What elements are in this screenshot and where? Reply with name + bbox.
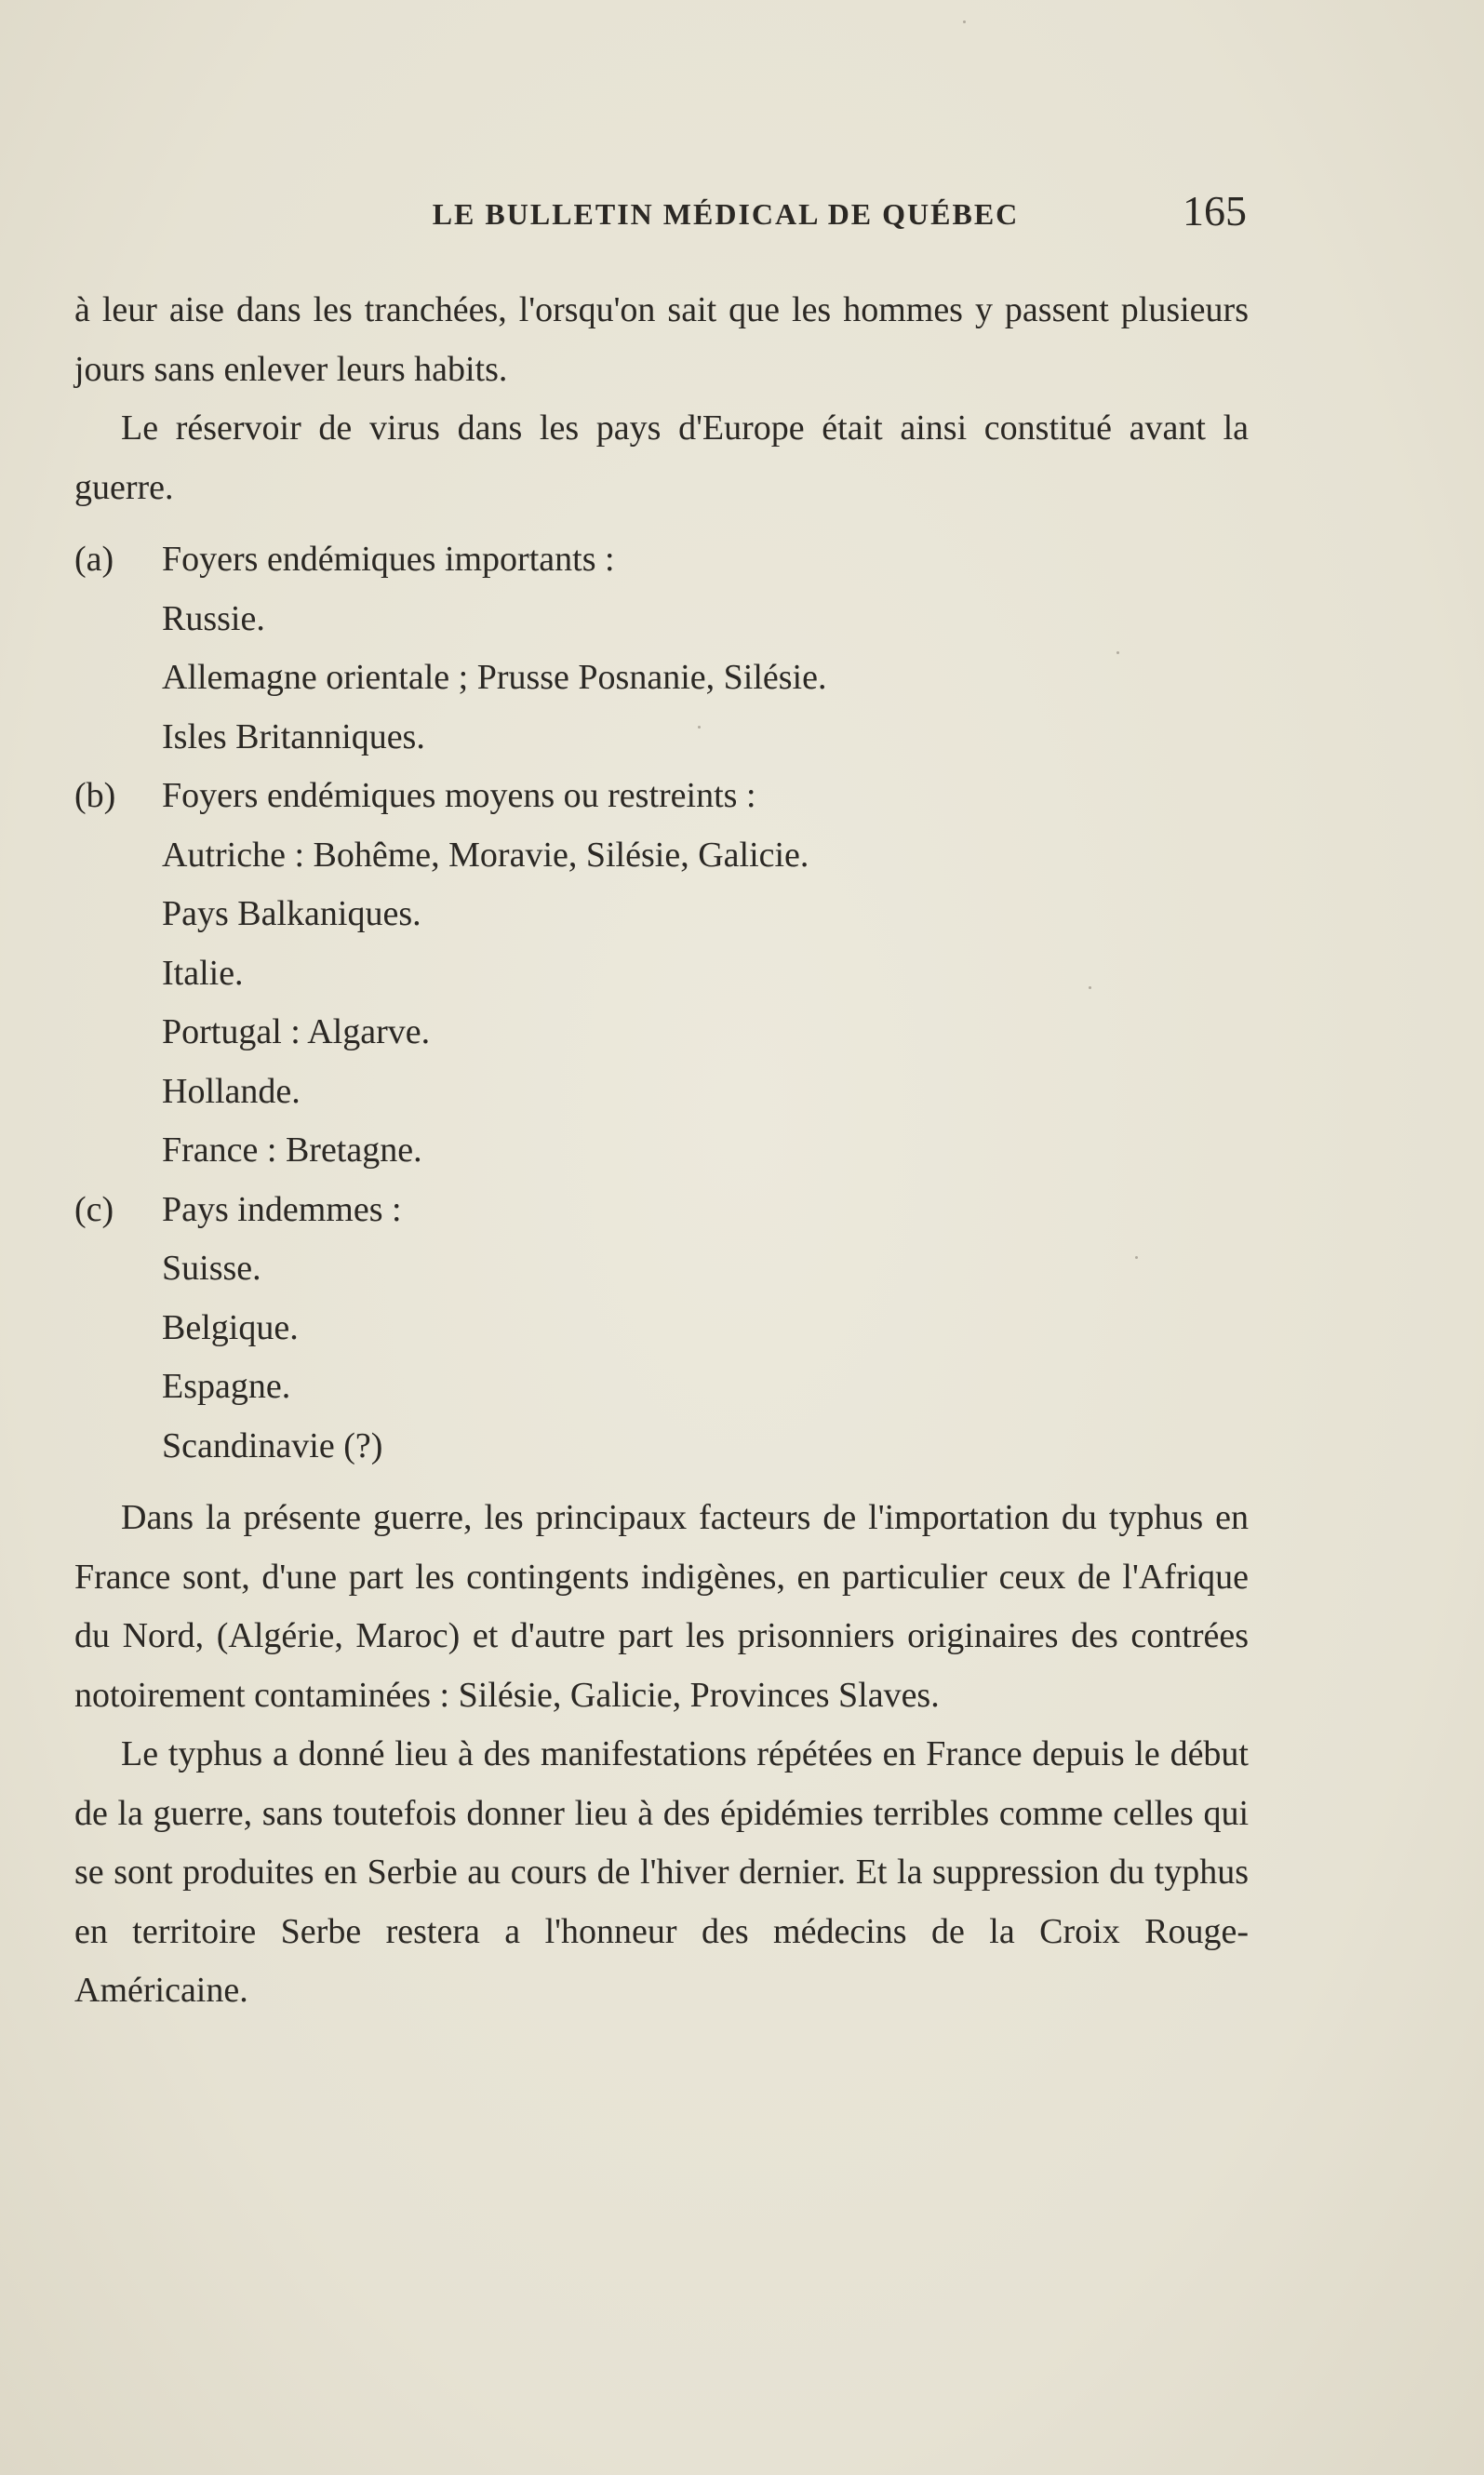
body-text xyxy=(74,281,1249,2021)
paper-speck xyxy=(1116,651,1119,654)
list-item: Espagne. xyxy=(162,1367,291,1406)
list-item: Scandinavie (?) xyxy=(162,1425,383,1465)
page-number: 165 xyxy=(1183,187,1247,234)
list-heading: Foyers endémiques importants : xyxy=(162,540,615,579)
list-item: Allemagne orientale ; Prusse Posnanie, Silésie. xyxy=(162,658,827,697)
list-item: Russie. xyxy=(162,598,265,638)
page-header xyxy=(74,186,1247,246)
list-item: Pays Balkaniques. xyxy=(162,894,421,933)
list-heading-row xyxy=(74,530,1249,590)
paragraph-intro-1: à leur aise dans les tranchées, l'orsqu'on sait que les hommes y passent plusieurs jours sans enlever leurs habits. xyxy=(74,290,1249,389)
list-heading-row xyxy=(74,767,1249,826)
list-a xyxy=(74,530,1249,767)
list-item: Hollande. xyxy=(162,1071,301,1111)
list-item: Portugal : Algarve. xyxy=(162,1012,431,1051)
list-item: France : Bretagne. xyxy=(162,1130,422,1170)
paper-speck xyxy=(1135,1256,1138,1259)
list-item: Italie. xyxy=(162,953,244,993)
running-title: LE BULLETIN MÉDICAL DE QUÉBEC xyxy=(432,197,1020,231)
list-item: Belgique. xyxy=(162,1307,299,1347)
list-heading-row xyxy=(74,1181,1249,1240)
list-marker: (b) xyxy=(74,776,116,815)
list-item: Suisse. xyxy=(162,1249,261,1288)
list-heading: Pays indemmes : xyxy=(162,1189,402,1229)
list-heading: Foyers endémiques moyens ou restreints : xyxy=(162,776,756,815)
list-marker: (a) xyxy=(74,540,114,579)
paragraph-intro-2: Le réservoir de virus dans les pays d'Europe était ainsi constitué avant la guerre. xyxy=(74,408,1249,507)
paper-speck xyxy=(698,726,701,729)
list-marker: (c) xyxy=(74,1189,114,1229)
paragraph-closing-2: Le typhus a donné lieu à des manifestations répétées en France depuis le début de la guerre, sans toutefois donner lieu à des épidémies terribles comme celles qui se sont produites en Serbie au cours de l'hiver dernier. Et la suppression du typhus en territoire Serbe restera a l'honneur des médecins de la Croix Rouge-Américaine. xyxy=(74,1734,1249,2010)
paper-speck xyxy=(1089,986,1091,989)
list-b xyxy=(74,767,1249,1181)
list-item: Autriche : Bohême, Moravie, Silésie, Galicie. xyxy=(162,835,809,875)
paper-speck xyxy=(963,20,966,23)
list-c xyxy=(74,1181,1249,1477)
paragraph-closing-1: Dans la présente guerre, les principaux facteurs de l'importation du typhus en France sont, d'une part les contingents indigènes, en particulier ceux de l'Afrique du Nord, (Algérie, Maroc) et d'autre part les prisonniers originaires des contrées notoirement contaminées : Silésie, Galicie, Provinces Slaves. xyxy=(74,1498,1249,1715)
list-item: Isles Britanniques. xyxy=(162,716,425,756)
